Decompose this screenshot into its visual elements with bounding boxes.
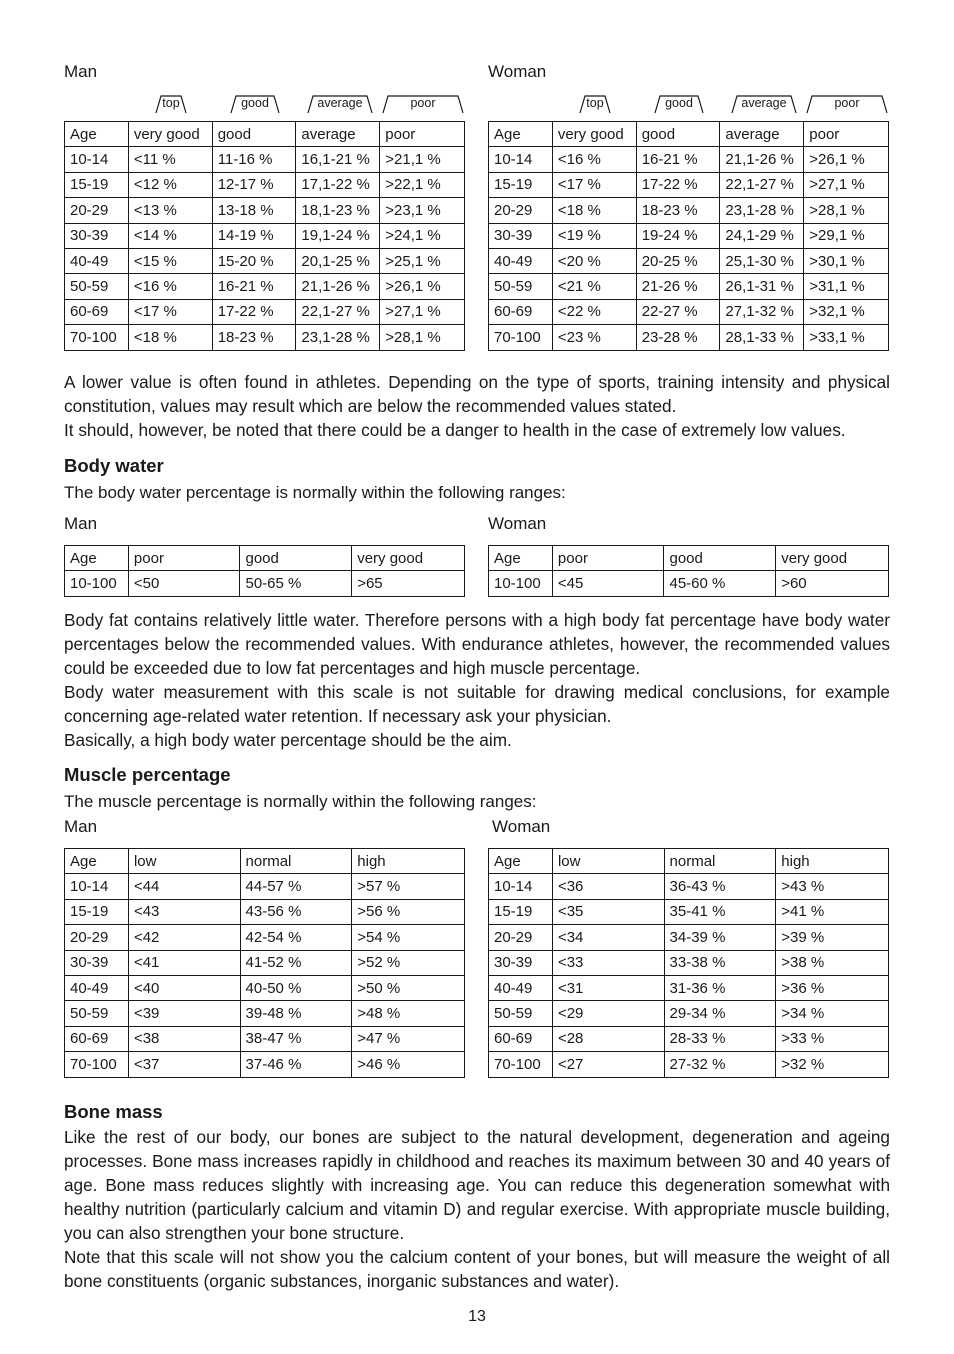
table-cell: 30-39 [65, 950, 129, 975]
table-header-cell: Age [489, 122, 553, 147]
table-cell: <16 % [552, 147, 636, 172]
table-cell: 30-39 [489, 223, 553, 248]
rating-tab-average: average [730, 95, 798, 114]
table-row [65, 223, 465, 248]
table-cell: >27,1 % [804, 172, 889, 197]
table-cell: 16,1-21 % [296, 147, 380, 172]
table-cell: <17 % [552, 172, 636, 197]
table-cell: >50 % [352, 975, 465, 1000]
table-cell: >56 % [352, 899, 465, 924]
table-cell: 50-59 [489, 274, 553, 299]
fat-note [64, 370, 890, 442]
table-cell: >46 % [352, 1052, 465, 1077]
table-cell: <38 [128, 1026, 240, 1051]
table-row [65, 198, 465, 223]
table-cell: 40-50 % [240, 975, 352, 1000]
table-cell: 20,1-25 % [296, 248, 380, 273]
table-row [65, 975, 465, 1000]
table-cell: <22 % [552, 299, 636, 324]
table-row [489, 571, 889, 596]
table-cell: 30-39 [65, 223, 129, 248]
water-woman-label: Woman [488, 514, 547, 533]
table-cell: 70-100 [65, 1052, 129, 1077]
table-cell: 10-100 [489, 571, 553, 596]
fat-woman-rating-tabs [578, 95, 890, 115]
rating-tab-top: top [154, 95, 188, 114]
table-header-cell: poor [380, 122, 465, 147]
table-cell: 23,1-28 % [296, 325, 380, 350]
table-cell: <20 % [552, 248, 636, 273]
table-row [489, 299, 889, 324]
table-header-cell: normal [664, 849, 776, 874]
table-cell: 15-19 [65, 172, 129, 197]
table-row [489, 1001, 889, 1026]
table-row [65, 1026, 465, 1051]
table-row [65, 172, 465, 197]
table-header-cell: low [552, 849, 664, 874]
table-row [489, 274, 889, 299]
table-cell: 17-22 % [212, 299, 296, 324]
table-header-cell: poor [552, 546, 664, 571]
table-cell: >48 % [352, 1001, 465, 1026]
table-header-cell: Age [65, 122, 129, 147]
table-cell: 19,1-24 % [296, 223, 380, 248]
muscle-woman-table [488, 848, 889, 1078]
table-header-row [65, 546, 465, 571]
table-cell: >57 % [352, 874, 465, 899]
table-cell: 16-21 % [212, 274, 296, 299]
fat-man-table [64, 121, 465, 351]
table-cell: <34 [552, 925, 664, 950]
table-cell: >47 % [352, 1026, 465, 1051]
fat-note-paragraph-1: A lower value is often found in athletes. Depending on the type of sports, training intensity and physical constitution, values may result which are below the recommended values stated. [64, 372, 890, 416]
table-header-cell: good [636, 122, 720, 147]
table-cell: 18-23 % [212, 325, 296, 350]
table-cell: 50-65 % [240, 571, 352, 596]
table-cell: <42 [128, 925, 240, 950]
table-cell: 27,1-32 % [720, 299, 804, 324]
muscle-man-table [64, 848, 465, 1078]
table-cell: 60-69 [489, 1026, 553, 1051]
table-header-cell: very good [776, 546, 889, 571]
table-cell: >23,1 % [380, 198, 465, 223]
table-row [489, 925, 889, 950]
table-cell: <19 % [552, 223, 636, 248]
fat-man-label: Man [64, 62, 98, 81]
table-cell: >32 % [776, 1052, 889, 1077]
water-man-label: Man [64, 514, 98, 533]
table-header-cell: normal [240, 849, 352, 874]
table-cell: 36-43 % [664, 874, 776, 899]
table-cell: <17 % [128, 299, 212, 324]
table-cell: 20-29 [489, 925, 553, 950]
table-cell: 17,1-22 % [296, 172, 380, 197]
table-cell: 23-28 % [636, 325, 720, 350]
table-row [65, 874, 465, 899]
table-cell: 27-32 % [664, 1052, 776, 1077]
table-cell: 15-19 [489, 899, 553, 924]
table-cell: 18-23 % [636, 198, 720, 223]
table-cell: <18 % [128, 325, 212, 350]
table-cell: <28 [552, 1026, 664, 1051]
table-header-row [65, 849, 465, 874]
muscle-woman-label: Woman [492, 817, 551, 836]
table-header-cell: good [664, 546, 776, 571]
table-cell: 20-25 % [636, 248, 720, 273]
table-cell: 60-69 [65, 299, 129, 324]
table-cell: <40 [128, 975, 240, 1000]
table-cell: 50-59 [65, 1001, 129, 1026]
table-cell: >41 % [776, 899, 889, 924]
table-cell: 50-59 [489, 1001, 553, 1026]
table-cell: 13-18 % [212, 198, 296, 223]
table-cell: 24,1-29 % [720, 223, 804, 248]
table-row [489, 325, 889, 350]
table-cell: 22-27 % [636, 299, 720, 324]
table-cell: 15-19 [65, 899, 129, 924]
table-cell: 14-19 % [212, 223, 296, 248]
table-header-cell: low [128, 849, 240, 874]
table-cell: <50 [128, 571, 240, 596]
table-header-cell: poor [128, 546, 240, 571]
table-row [65, 325, 465, 350]
table-cell: 21,1-26 % [296, 274, 380, 299]
fat-woman-table [488, 121, 889, 351]
table-row [489, 147, 889, 172]
table-cell: >30,1 % [804, 248, 889, 273]
table-cell: 21,1-26 % [720, 147, 804, 172]
table-row [489, 899, 889, 924]
water-intro: The body water percentage is normally within the following ranges: [64, 483, 566, 502]
table-cell: 45-60 % [664, 571, 776, 596]
water-man-table [64, 545, 465, 597]
table-cell: >36 % [776, 975, 889, 1000]
table-cell: 60-69 [489, 299, 553, 324]
table-cell: >33 % [776, 1026, 889, 1051]
table-cell: 43-56 % [240, 899, 352, 924]
table-header-cell: very good [552, 122, 636, 147]
table-cell: 10-14 [489, 874, 553, 899]
table-cell: <29 [552, 1001, 664, 1026]
table-cell: 11-16 % [212, 147, 296, 172]
table-cell: 10-14 [65, 147, 129, 172]
table-header-cell: Age [489, 849, 553, 874]
table-row [489, 874, 889, 899]
rating-tab-good: good [653, 95, 705, 114]
table-row [489, 1052, 889, 1077]
table-row [489, 172, 889, 197]
table-cell: 41-52 % [240, 950, 352, 975]
table-row [489, 198, 889, 223]
table-row [65, 274, 465, 299]
table-cell: 18,1-23 % [296, 198, 380, 223]
table-cell: 19-24 % [636, 223, 720, 248]
table-row [65, 925, 465, 950]
table-row [65, 571, 465, 596]
table-cell: >27,1 % [380, 299, 465, 324]
table-cell: 26,1-31 % [720, 274, 804, 299]
table-cell: >31,1 % [804, 274, 889, 299]
rating-tab-poor: poor [805, 95, 889, 114]
table-header-cell: average [296, 122, 380, 147]
table-cell: >65 [352, 571, 465, 596]
table-cell: 70-100 [65, 325, 129, 350]
table-cell: >54 % [352, 925, 465, 950]
table-cell: <13 % [128, 198, 212, 223]
table-cell: <45 [552, 571, 664, 596]
table-header-cell: Age [65, 849, 129, 874]
table-cell: 40-49 [65, 248, 129, 273]
table-cell: 33-38 % [664, 950, 776, 975]
water-woman-table [488, 545, 889, 597]
table-row [65, 1052, 465, 1077]
table-header-cell: Age [65, 546, 129, 571]
table-header-cell: high [776, 849, 889, 874]
rating-tab-average: average [306, 95, 374, 114]
table-row [489, 1026, 889, 1051]
table-cell: >38 % [776, 950, 889, 975]
table-cell: >33,1 % [804, 325, 889, 350]
table-cell: 20-29 [65, 198, 129, 223]
table-cell: <15 % [128, 248, 212, 273]
page-number: 13 [468, 1308, 486, 1325]
table-cell: <16 % [128, 274, 212, 299]
table-cell: 40-49 [65, 975, 129, 1000]
muscle-man-label: Man [64, 817, 98, 836]
table-cell: >28,1 % [804, 198, 889, 223]
table-cell: <31 [552, 975, 664, 1000]
table-cell: <14 % [128, 223, 212, 248]
bone-note [64, 1125, 890, 1293]
table-row [489, 950, 889, 975]
table-cell: <37 [128, 1052, 240, 1077]
table-cell: <35 [552, 899, 664, 924]
table-cell: >26,1 % [380, 274, 465, 299]
table-header-cell: poor [804, 122, 889, 147]
table-row [489, 223, 889, 248]
table-cell: 60-69 [65, 1026, 129, 1051]
table-header-row [65, 122, 465, 147]
table-cell: 28-33 % [664, 1026, 776, 1051]
table-cell: >29,1 % [804, 223, 889, 248]
water-note [64, 608, 890, 752]
water-note-paragraph-1: Body fat contains relatively little water. Therefore persons with a high body fat percentage have body water percentages below the recommended values. With endurance athletes, however, the recommended values could be exceeded due to low fat percentages and high muscle percentage. [64, 610, 890, 678]
table-cell: 39-48 % [240, 1001, 352, 1026]
table-row [489, 975, 889, 1000]
table-header-cell: good [212, 122, 296, 147]
table-cell: 44-57 % [240, 874, 352, 899]
table-cell: >26,1 % [804, 147, 889, 172]
table-cell: >22,1 % [380, 172, 465, 197]
table-cell: >21,1 % [380, 147, 465, 172]
table-cell: 20-29 [489, 198, 553, 223]
table-cell: <33 [552, 950, 664, 975]
table-row [65, 1001, 465, 1026]
table-header-row [489, 849, 889, 874]
table-cell: 37-46 % [240, 1052, 352, 1077]
table-header-row [489, 122, 889, 147]
table-cell: >32,1 % [804, 299, 889, 324]
muscle-heading: Muscle percentage [64, 764, 231, 785]
table-cell: >39 % [776, 925, 889, 950]
table-header-cell: average [720, 122, 804, 147]
table-cell: >28,1 % [380, 325, 465, 350]
table-cell: 15-20 % [212, 248, 296, 273]
fat-note-paragraph-2: It should, however, be noted that there could be a danger to health in the case of extremely low values. [64, 420, 846, 440]
table-cell: 40-49 [489, 248, 553, 273]
table-cell: 16-21 % [636, 147, 720, 172]
bone-heading: Bone mass [64, 1101, 163, 1122]
table-header-cell: good [240, 546, 352, 571]
table-cell: 34-39 % [664, 925, 776, 950]
table-cell: <43 [128, 899, 240, 924]
table-cell: >60 [776, 571, 889, 596]
rating-tab-top: top [578, 95, 612, 114]
rating-tab-good: good [229, 95, 281, 114]
table-cell: 35-41 % [664, 899, 776, 924]
table-cell: <11 % [128, 147, 212, 172]
bone-note-paragraph-1: Like the rest of our body, our bones are subject to the natural development, degeneration and ageing processes. Bone mass increases rapidly in childhood and reaches its maximum between 30 and 40 years of age. Bone mass reduces slightly with increasing age. You can reduce this degeneration somewhat with healthy nutrition (particularly calcium and vitamin D) and regular exercise. With appropriate muscle building, you can also strengthen your bone structure. [64, 1127, 890, 1243]
table-cell: <18 % [552, 198, 636, 223]
water-heading: Body water [64, 455, 164, 476]
table-cell: 10-14 [489, 147, 553, 172]
table-row [65, 899, 465, 924]
table-cell: 70-100 [489, 1052, 553, 1077]
fat-man-rating-tabs [154, 95, 466, 115]
table-row [65, 147, 465, 172]
muscle-intro: The muscle percentage is normally within the following ranges: [64, 792, 537, 811]
table-cell: 38-47 % [240, 1026, 352, 1051]
table-cell: 17-22 % [636, 172, 720, 197]
table-cell: 70-100 [489, 325, 553, 350]
bone-note-paragraph-2: Note that this scale will not show you the calcium content of your bones, but will measure the weight of all bone constituents (organic substances, inorganic substances and water). [64, 1247, 890, 1291]
table-cell: 21-26 % [636, 274, 720, 299]
table-row [489, 248, 889, 273]
table-cell: 28,1-33 % [720, 325, 804, 350]
table-cell: >24,1 % [380, 223, 465, 248]
table-header-cell: very good [128, 122, 212, 147]
table-row [65, 950, 465, 975]
table-cell: 20-29 [65, 925, 129, 950]
table-cell: 22,1-27 % [720, 172, 804, 197]
table-row [65, 299, 465, 324]
table-cell: 15-19 [489, 172, 553, 197]
table-cell: >52 % [352, 950, 465, 975]
table-cell: 40-49 [489, 975, 553, 1000]
table-cell: <27 [552, 1052, 664, 1077]
water-note-paragraph-2: Body water measurement with this scale is not suitable for drawing medical conclusions, for example concerning age-related water retention. If necessary ask your physician. [64, 682, 890, 726]
table-cell: 30-39 [489, 950, 553, 975]
table-cell: 31-36 % [664, 975, 776, 1000]
table-cell: >43 % [776, 874, 889, 899]
table-header-row [489, 546, 889, 571]
table-cell: 22,1-27 % [296, 299, 380, 324]
rating-tab-poor: poor [381, 95, 465, 114]
table-cell: 23,1-28 % [720, 198, 804, 223]
table-cell: 42-54 % [240, 925, 352, 950]
table-cell: <44 [128, 874, 240, 899]
table-cell: <12 % [128, 172, 212, 197]
table-row [65, 248, 465, 273]
table-cell: 12-17 % [212, 172, 296, 197]
table-cell: <39 [128, 1001, 240, 1026]
table-cell: 25,1-30 % [720, 248, 804, 273]
table-cell: <41 [128, 950, 240, 975]
table-cell: <23 % [552, 325, 636, 350]
table-cell: 10-100 [65, 571, 129, 596]
table-cell: <36 [552, 874, 664, 899]
table-header-cell: Age [489, 546, 553, 571]
table-cell: >34 % [776, 1001, 889, 1026]
table-cell: <21 % [552, 274, 636, 299]
table-header-cell: very good [352, 546, 465, 571]
fat-woman-label: Woman [488, 62, 547, 81]
table-cell: 29-34 % [664, 1001, 776, 1026]
table-cell: 10-14 [65, 874, 129, 899]
water-note-paragraph-3: Basically, a high body water percentage should be the aim. [64, 730, 512, 750]
table-cell: 50-59 [65, 274, 129, 299]
table-cell: >25,1 % [380, 248, 465, 273]
table-header-cell: high [352, 849, 465, 874]
